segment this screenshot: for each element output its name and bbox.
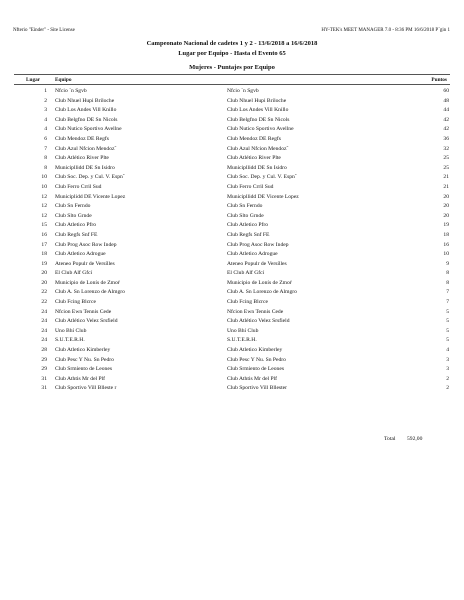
row-team-repeat: El Club Alf Gfcí [227,270,265,277]
row-place: 18 [41,251,47,258]
row-team: S.U.T.E.R.H. [55,337,85,344]
row-points: 20 [443,203,449,210]
row-place: 22 [41,299,47,306]
row-team: Club Regfs Snf FE [55,231,98,238]
report-title: Lugar por Equipo - Hasta el Evento 65 [178,50,286,57]
row-team: Club Nhuel Hupi Briloche [55,97,115,104]
row-team: Club Atlético Velez Srsfield [55,318,118,325]
row-place: 20 [41,279,47,286]
row-place: 7 [44,145,47,152]
table-row [0,155,464,165]
table-row [0,376,464,386]
row-team: Ateneo Populr de Versílles [55,260,115,267]
row-team: Club Mendoz DE Regfs [55,135,109,142]
table-row [0,117,464,127]
row-team-repeat: Club Ferro Crril Sud [227,183,274,190]
table-row [0,88,464,98]
meet-title: Campeonato Nacional de cadetes 1 y 2 - 13/6/2018 a 16/6/2018 [146,40,318,47]
row-points: 18 [443,231,449,238]
total-value: 592,00 [407,436,423,442]
table-row [0,328,464,338]
row-points: 5 [446,318,449,325]
row-team: Municiplidd DE Vicente Lopez [55,193,126,200]
row-team: Club Atletico Kimberley [55,347,111,354]
header-rule-top [14,74,450,75]
row-team: Municipllidd DE Sn Isidro [55,164,115,171]
table-row [0,347,464,357]
row-team-repeat: Municipio de Lonís de Zmoŕ [227,279,292,286]
row-points: 44 [443,107,449,114]
row-team-repeat: Club Atletico Kimberley [227,347,283,354]
row-place: 4 [44,116,47,123]
row-team: Club Ferro Crril Sud [55,183,102,190]
row-place: 29 [41,356,47,363]
row-place: 12 [41,203,47,210]
row-team-repeat: Club Sn Ferndo [227,203,263,210]
row-points: 21 [443,183,449,190]
row-team-repeat: Club Fcing Blcrce [227,299,269,306]
row-points: 10 [443,251,449,258]
row-points: 5 [446,337,449,344]
row-place: 8 [44,155,47,162]
row-place: 28 [41,347,47,354]
row-place: 31 [41,375,47,382]
table-row [0,299,464,309]
table-row [0,232,464,242]
row-team-repeat: Club Srmiento de Leones [227,366,285,373]
row-team: Club Pesc Y Nu. Sn Pedro [55,356,114,363]
table-row [0,309,464,319]
table-row [0,107,464,117]
row-points: 32 [443,145,449,152]
header-rule-bottom [14,84,450,85]
row-place: 15 [41,222,47,229]
row-team-repeat: Club Atlético River Plte [227,155,281,162]
table-row [0,337,464,347]
row-team: Club Prog Asoc Row Indep [55,241,117,248]
row-place: 1 [44,88,47,94]
table-row [0,357,464,367]
row-points: 3 [446,366,449,373]
row-team: Uno Bhí Club [55,327,87,334]
table-row [0,98,464,108]
row-points: 2 [446,375,449,382]
row-points: 42 [443,126,449,133]
row-team: Club A. Sn Lorenzo de Almgro [55,289,125,296]
row-team-repeat: Club Nutico Sportivo Avellne [227,126,294,133]
row-points: 4 [446,347,449,354]
row-place: 24 [41,318,47,325]
row-points: 20 [443,212,449,219]
row-team-repeat: Club Prog Asoc Row Indep [227,241,289,248]
row-points: 5 [446,308,449,315]
row-points: 19 [443,222,449,229]
row-place: 31 [41,385,47,392]
row-points: 48 [443,97,449,104]
table-row [0,184,464,194]
row-points: 21 [443,174,449,181]
row-place: 24 [41,308,47,315]
row-team: Club Sn Ferndo [55,203,91,210]
table-row [0,174,464,184]
column-header-team: Equipo [55,77,72,83]
row-points: 8 [446,279,449,286]
row-team: Nfcio ´n Sgvb [55,88,87,94]
table-row [0,366,464,376]
row-team-repeat: Club Regfs Snf FE [227,231,270,238]
row-team: Club Sportivo Vill Blleste r [55,385,117,392]
row-team-repeat: Club Slto Grnde [227,212,264,219]
total-label: Total [384,436,396,442]
table-row [0,270,464,280]
row-points: 42 [443,116,449,123]
table-row [0,280,464,290]
row-points: 9 [446,260,449,267]
row-team: Municipio de Lonís de Zmoŕ [55,279,120,286]
row-team: Club Fcing Blcrce [55,299,97,306]
row-place: 20 [41,270,47,277]
row-team: Club Athtis Mr del Plf [55,375,106,382]
row-place: 10 [41,174,47,181]
row-points: 36 [443,135,449,142]
row-points: 60 [443,88,449,94]
table-row [0,146,464,156]
row-team: Club Soc. Dep. y Cul. V. Espn˜ [55,174,125,181]
row-place: 16 [41,231,47,238]
app-header: HY-TEK's MEET MANAGER 7.0 - 8:36 PM 16/6/2018 P´gin 1 [321,28,450,33]
row-place: 4 [44,126,47,133]
table-row [0,203,464,213]
row-team-repeat: Club Soc. Dep. y Cul. V. Espn˜ [227,174,297,181]
row-team-repeat: Club Sportivo Vill Bllester [227,385,288,392]
row-team-repeat: Club Los Andes Vill Knillo [227,107,289,114]
row-team: Club Slto Grnde [55,212,92,219]
team-scores-table [0,88,464,395]
table-row [0,213,464,223]
row-place: 6 [44,135,47,142]
row-place: 24 [41,337,47,344]
table-row [0,126,464,136]
row-team: Nfcion Ewn Tennis Cede [55,308,112,315]
row-team-repeat: Club Nhuel Hupi Briloche [227,97,287,104]
row-place: 17 [41,241,47,248]
row-team-repeat: Municipllidd DE Vicente Lopez [227,193,299,200]
row-points: 7 [446,299,449,306]
row-points: 3 [446,356,449,363]
table-row [0,385,464,395]
row-team: El Club Alf Gfcí [55,270,93,277]
row-points: 16 [443,241,449,248]
row-team-repeat: Municipllidd DE Sn Isidro [227,164,287,171]
table-row [0,136,464,146]
row-points: 2 [446,385,449,392]
row-place: 24 [41,327,47,334]
row-team-repeat: Club Belgfno DE Sn Nicols [227,116,290,123]
column-header-place: Lugar [26,77,41,83]
row-place: 10 [41,183,47,190]
row-points: 7 [446,289,449,296]
row-team: Club Atletico Pfro [55,222,97,229]
row-team-repeat: Nfcion Ewn Tennis Cede [227,308,284,315]
row-team: Club Belgfno DE Sn Nicols [55,116,118,123]
row-team: Club Azul Nfcion Mendozˆ [55,145,117,152]
row-points: 20 [443,193,449,200]
row-points: 5 [446,327,449,334]
row-team-repeat: Club Athtis Mr del Plf [227,375,278,382]
row-points: 8 [446,270,449,277]
table-row [0,289,464,299]
row-team-repeat: Club Pesc Y Nu. Sn Pedro [227,356,286,363]
row-team-repeat: Club Atletico Pfro [227,222,269,229]
row-place: 19 [41,260,47,267]
row-place: 8 [44,164,47,171]
row-place: 3 [44,107,47,114]
row-team-repeat: Club Atletico Adrogue [227,251,278,258]
column-header-points: Puntos [431,77,447,83]
row-team-repeat: Ateneo Populr de Versílles [227,260,287,267]
row-place: 22 [41,289,47,296]
row-team-repeat: Club Azul Nfcion Mendozˆ [227,145,289,152]
table-row [0,261,464,271]
row-team-repeat: S.U.T.E.R.H. [227,337,257,344]
row-team: Club Atlético River Plte [55,155,109,162]
row-team-repeat: Uno Bhí Club [227,327,259,334]
license-text: Nfterio "Einder" - Site License [13,28,75,33]
row-team-repeat: Club Mendoz DE Regfs [227,135,281,142]
row-team: Club Atletico Adrogue [55,251,106,258]
row-team-repeat: Nfcio ´n Sgvb [227,88,259,94]
row-place: 12 [41,193,47,200]
table-row [0,242,464,252]
row-team: Club Los Andes Vill Knillo [55,107,117,114]
row-team: Club Nutico Sportivo Avellne [55,126,122,133]
table-row [0,222,464,232]
row-points: 25 [443,164,449,171]
row-place: 29 [41,366,47,373]
row-place: 2 [44,97,47,104]
table-row [0,165,464,175]
row-team: Club Srmiento de Leones [55,366,113,373]
row-team-repeat: Club Atlético Velez Srsfield [227,318,290,325]
table-row [0,318,464,328]
row-team-repeat: Club A. Sn Lorenzo de Almgro [227,289,297,296]
row-points: 25 [443,155,449,162]
report-subtitle: Mujeres - Puntajes por Equipo [189,64,275,71]
table-row [0,194,464,204]
row-place: 12 [41,212,47,219]
table-row [0,251,464,261]
